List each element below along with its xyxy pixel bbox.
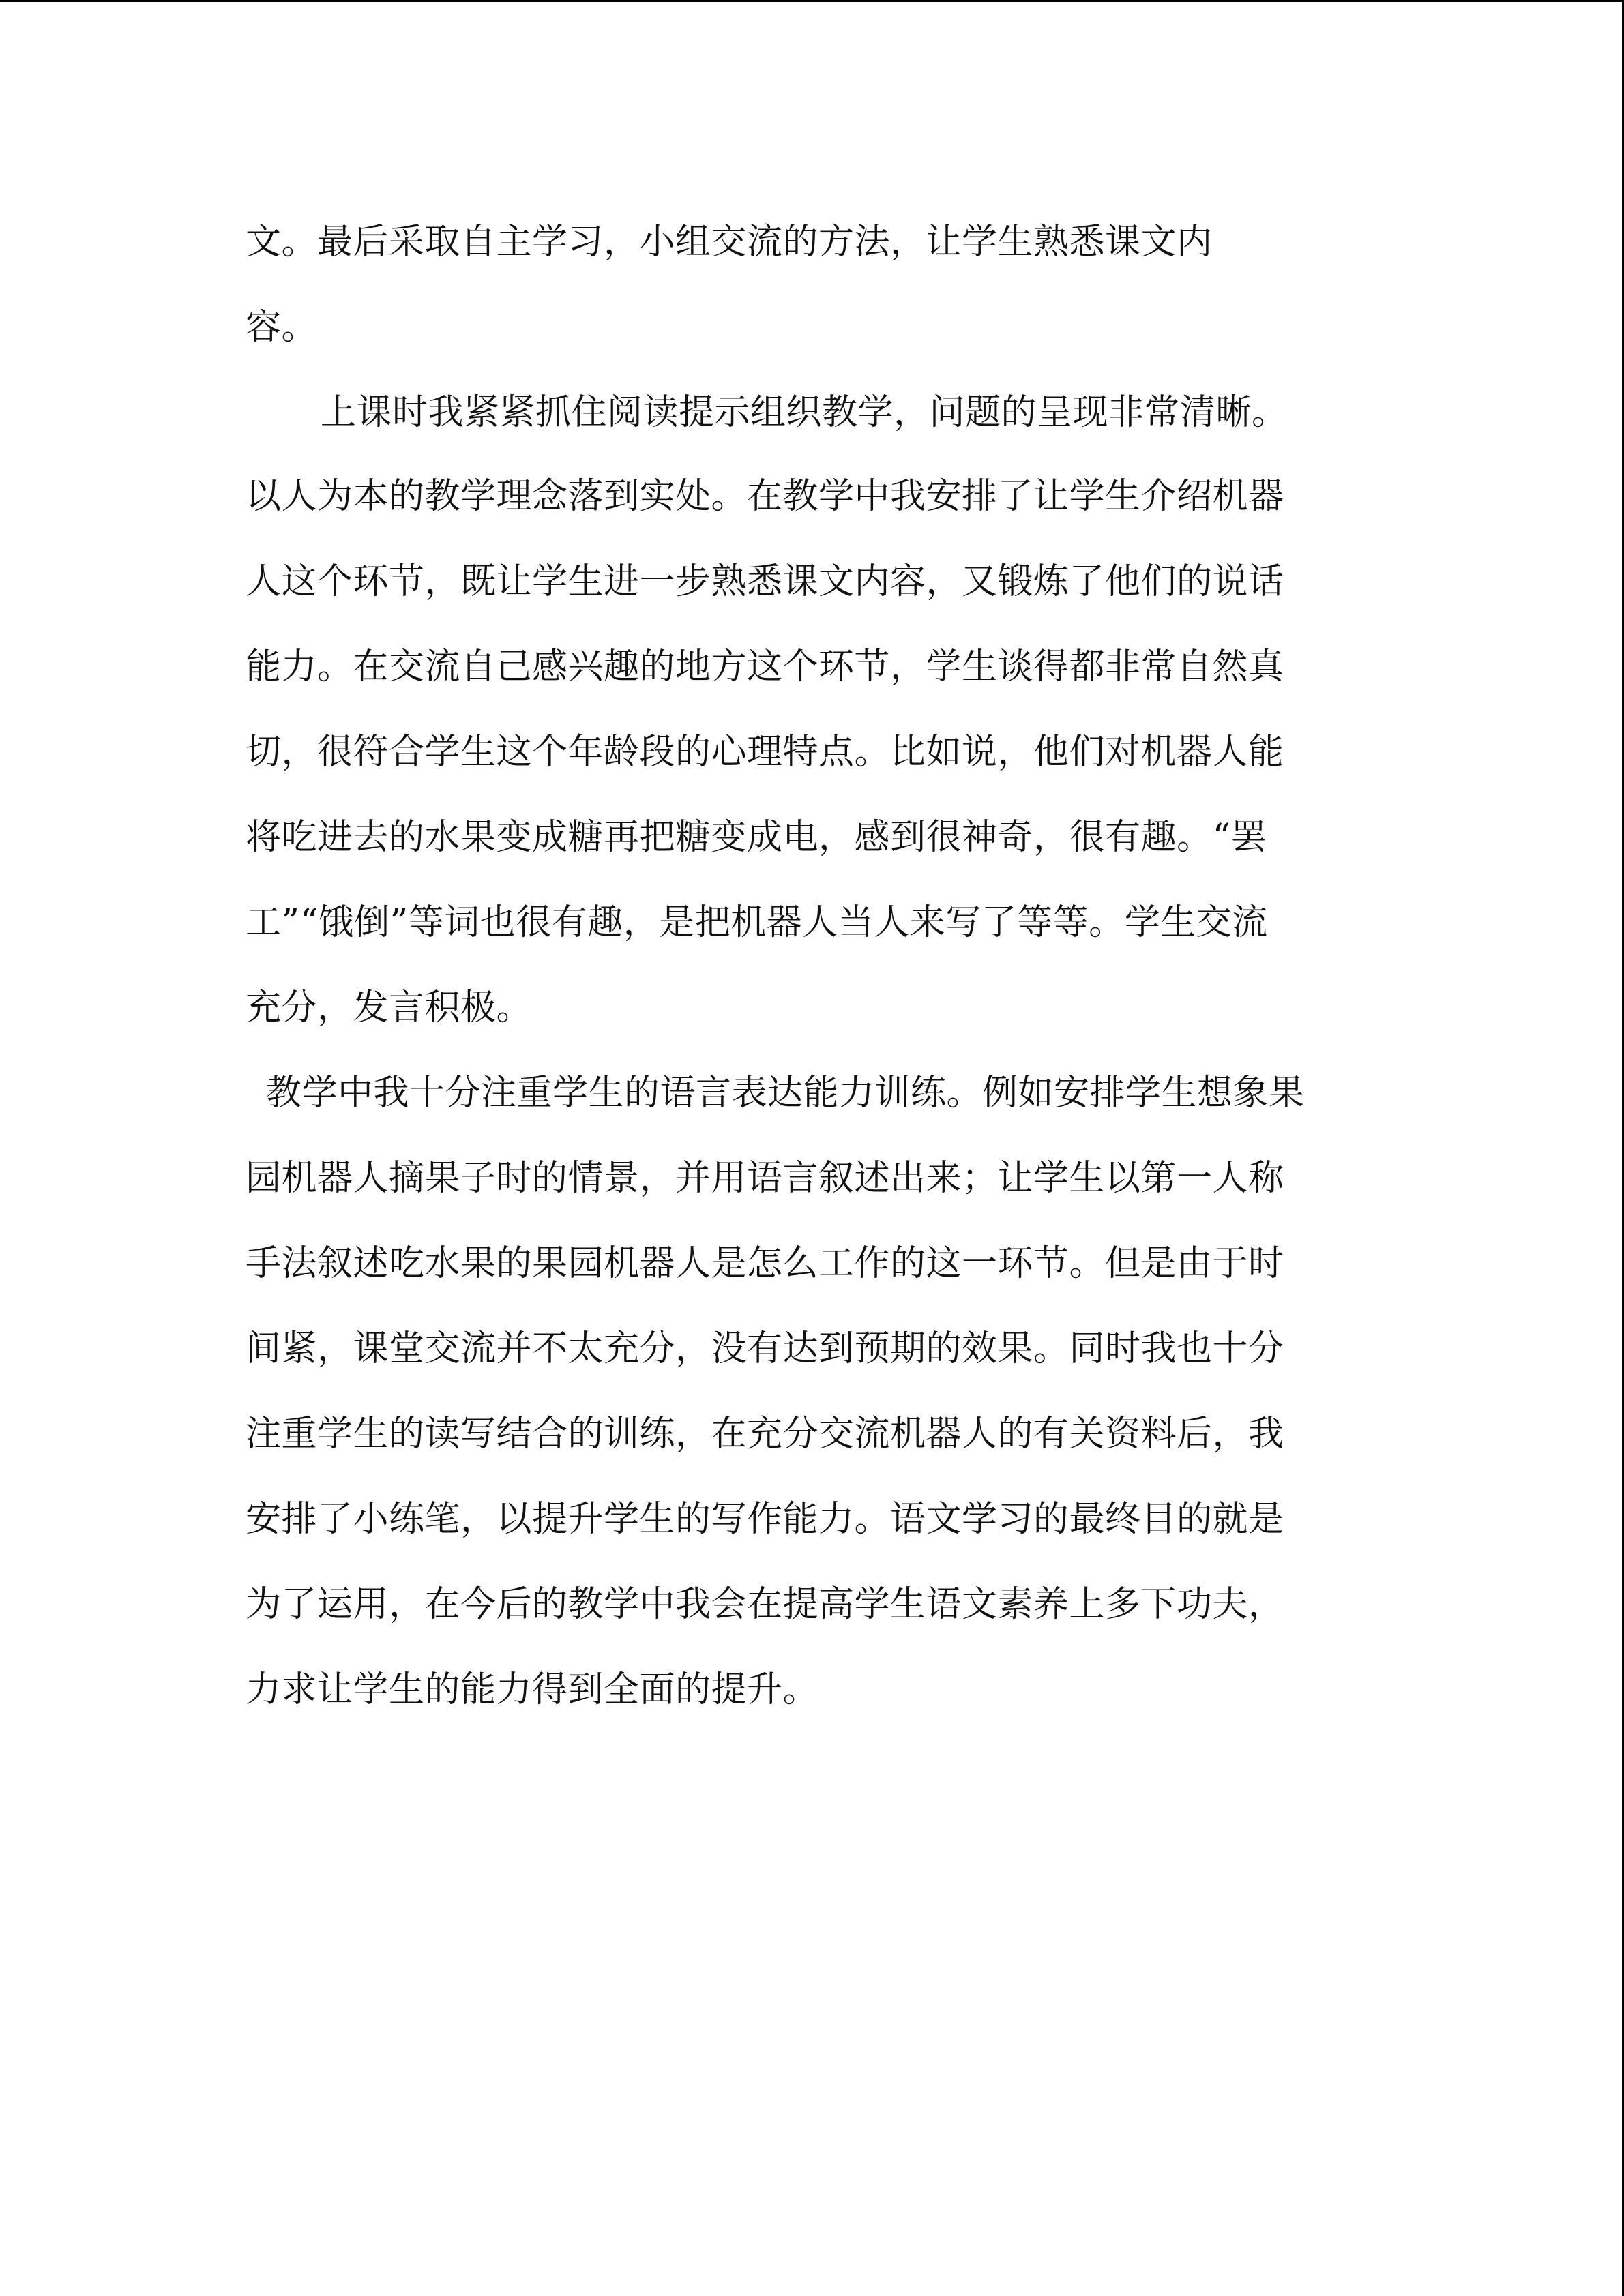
text-line: 注重学生的读写结合的训练，在充分交流机器人的有关资料后，我 <box>246 1414 1284 1455</box>
text-line: 将吃进去的水果变成糖再把糖变成电，感到很神奇，很有趣。“罢 <box>246 817 1267 858</box>
text-line: 工”“饿倒”等词也很有趣，是把机器人当人来写了等等。学生交流 <box>246 902 1268 943</box>
paragraph-start-line: 教学中我十分注重学生的语言表达能力训练。例如安排学生想象果 <box>266 1073 1305 1114</box>
text-line: 园机器人摘果子时的情景，并用语言叙述出来；让学生以第一人称 <box>246 1158 1284 1199</box>
text-line: 切，很符合学生这个年龄段的心理特点。比如说，他们对机器人能 <box>246 732 1284 773</box>
text-line: 以人为本的教学理念落到实处。在教学中我安排了让学生介绍机器 <box>246 476 1284 517</box>
text-line: 为了运用，在今后的教学中我会在提高学生语文素养上多下功夫， <box>246 1584 1284 1625</box>
text-line: 间紧，课堂交流并不太充分，没有达到预期的效果。同时我也十分 <box>246 1328 1284 1369</box>
text-line: 能力。在交流自己感兴趣的地方这个环节，学生谈得都非常自然真 <box>246 646 1284 687</box>
text-line: 力求让学生的能力得到全面的提升。 <box>246 1669 819 1710</box>
text-line: 人这个环节，既让学生进一步熟悉课文内容，又锻炼了他们的说话 <box>246 561 1284 602</box>
text-line: 容。 <box>246 307 318 348</box>
text-line: 安排了小练笔，以提升学生的写作能力。语文学习的最终目的就是 <box>246 1499 1284 1540</box>
text-line: 文。最后采取自主学习，小组交流的方法，让学生熟悉课文内 <box>246 222 1213 263</box>
text-line: 充分，发言积极。 <box>246 987 533 1028</box>
paragraph-start-line: 上课时我紧紧抓住阅读提示组织教学，问题的呈现非常清晰。 <box>321 392 1288 433</box>
text-line: 手法叙述吃水果的果园机器人是怎么工作的这一环节。但是由于时 <box>246 1243 1284 1284</box>
